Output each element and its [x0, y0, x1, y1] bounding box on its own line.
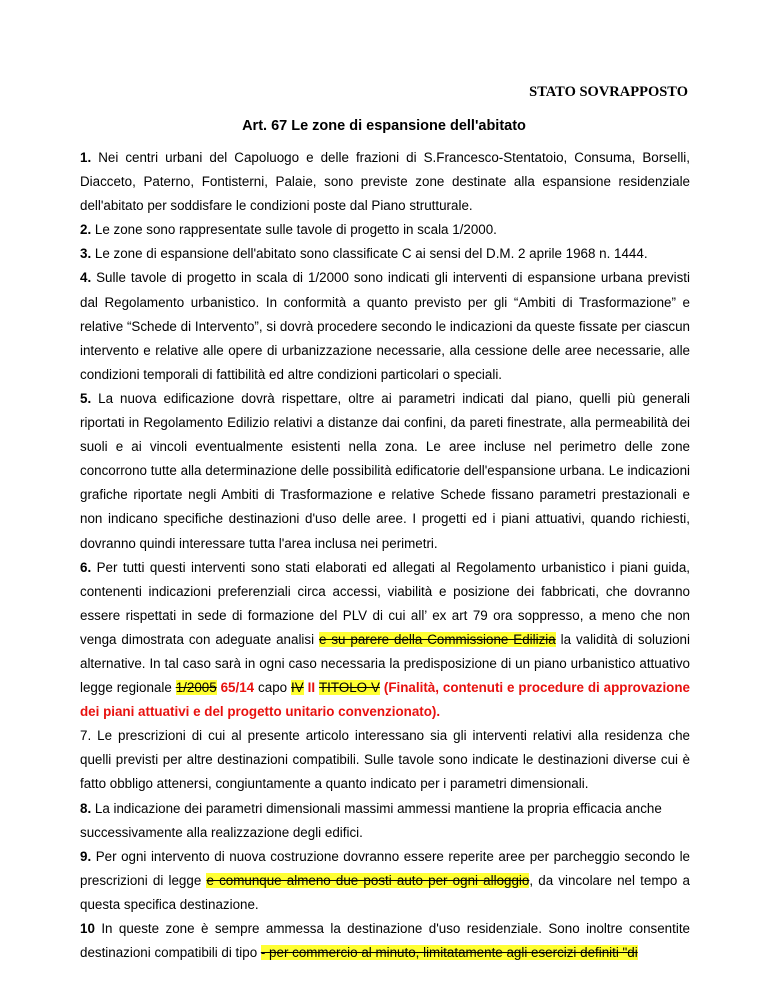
paragraph-number: 2. — [80, 222, 92, 238]
paragraph-text: capo — [254, 680, 292, 696]
deleted-text: e su parere della Commissione Edilizia — [318, 631, 556, 647]
paragraph-text: Per tutti questi interventi sono stati elaborati ed allegati al Regolamento urbanistico i piani guida, contenenti indicazioni preferenziali circa accessi, viabilità e posizione dei fabbricati, che dovranno essere rispettati in sede di formazione del PLV di cui all’ ex art 79 ora soppresso, a meno che non venga dimostrata con adeguate analisi — [80, 559, 690, 647]
article-body — [80, 146, 690, 965]
document-status-label: STATO SOVRAPPOSTO — [529, 84, 688, 100]
paragraph-8 — [80, 797, 690, 845]
deleted-text: IV — [291, 680, 304, 696]
paragraph-text: , da vincolare nel tempo a questa specifica destinazione. — [80, 872, 690, 912]
paragraph-number: 8. — [80, 800, 92, 816]
deleted-text: 1/2005 — [175, 680, 217, 696]
paragraph-number: 9. — [80, 848, 92, 864]
article-title: Art. 67 Le zone di espansione dell'abitato — [242, 118, 526, 134]
paragraph-number: 5. — [80, 390, 92, 406]
paragraph-number: 10 — [80, 921, 95, 936]
paragraph-text: la validità di soluzioni alternative. In tal caso sarà in ogni caso necessaria la predisposizione di un piano urbanistico attuativo legge regionale — [80, 631, 690, 696]
paragraph-2 — [80, 218, 690, 242]
paragraph-text: 7. Le prescrizioni di cui al presente articolo interessano sia gli interventi relativi alla residenza che quelli previsti per altre destinazioni compatibili. Sulle tavole sono indicate le destinazioni diverse cui è fatto obbligo attenersi, congiuntamente a quanto indicato per i parametri dimensionali. — [80, 728, 690, 792]
paragraph-number: 1. — [80, 150, 92, 165]
paragraph-text: La indicazione dei parametri dimensionali massimi ammessi mantiene la propria efficacia anche successivamente alla realizzazione degli edifici. — [80, 800, 662, 840]
paragraph-3 — [80, 242, 690, 266]
paragraph-1 — [80, 146, 690, 218]
deleted-text: - per commercio al minuto, limitatamente agli esercizi definiti "di — [260, 945, 638, 961]
paragraph-text: Le zone sono rappresentate sulle tavole di progetto in scala 1/2000. — [91, 222, 497, 238]
inserted-text: II — [303, 680, 319, 696]
paragraph-6 — [80, 556, 690, 725]
paragraph-5 — [80, 387, 690, 556]
paragraph-text: Nei centri urbani del Capoluogo e delle frazioni di S.Francesco-Stentatoio, Consuma, Borselli, Diacceto, Paterno, Fontisterni, Palaie, sono previste zone destinate alla espansione residenziale dell'abitato per soddisfare le condizioni poste dal Piano strutturale. — [80, 150, 690, 214]
paragraph-7 — [80, 724, 690, 796]
inserted-text: 65/14 — [216, 680, 255, 696]
paragraph-text: Sulle tavole di progetto in scala di 1/2000 sono indicati gli interventi di espansione urbana previsti dal Regolamento urbanistico. In conformità a quanto previsto per gli “Ambiti di Trasformazione” e relative “Schede di Intervento”, si dovrà procedere secondo le indicazioni da queste fissate per ciascun intervento e relative alle opere di urbanizzazione necessarie, alla cessione delle aree necessarie, alle condizioni temporali di fattibilità ed altre condizioni particolari o speciali. — [80, 270, 690, 382]
paragraph-text: In queste zone è sempre ammessa la destinazione d'uso residenziale. Sono inoltre consentite destinazioni compatibili di tipo — [80, 921, 690, 961]
deleted-text: e comunque almeno due posti auto per ogni alloggio — [206, 872, 530, 888]
inserted-text: (Finalità, contenuti e procedure di approvazione dei piani attuativi e del progetto unitario convenzionato). — [80, 680, 690, 720]
paragraph-4 — [80, 266, 690, 386]
paragraph-number: 6. — [80, 559, 92, 575]
paragraph-9 — [80, 845, 690, 917]
deleted-text: TITOLO V — [318, 680, 380, 696]
paragraph-number: 3. — [80, 246, 92, 262]
paragraph-number: 4. — [80, 270, 92, 286]
paragraph-text: Le zone di espansione dell'abitato sono classificate C ai sensi del D.M. 2 aprile 1968 n. 1444. — [91, 246, 648, 262]
paragraph-text: La nuova edificazione dovrà rispettare, oltre ai parametri indicati dal piano, quelli più generali riportati in Regolamento Edilizio relativi a distanze dai confini, da pareti finestrate, alla permeabilità dei suoli e ai vincoli eventualmente esistenti nella zona. Le aree incluse nel perimetro delle zone concorrono tutte alla determinazione delle possibilità edificatorie dell'espansione urbana. Le indicazioni grafiche riportate negli Ambiti di Trasformazione e relative Schede fissano parametri prestazionali e non indicano specifiche destinazioni d'uso delle aree. I progetti ed i piani attuativi, quando richiesti, dovranno quindi interessare tutta l'area inclusa nei perimetri. — [80, 390, 690, 551]
paragraph-text: Per ogni intervento di nuova costruzione dovranno essere reperite aree per parcheggio secondo le prescrizioni di legge — [80, 848, 690, 888]
paragraph-10 — [80, 917, 690, 965]
